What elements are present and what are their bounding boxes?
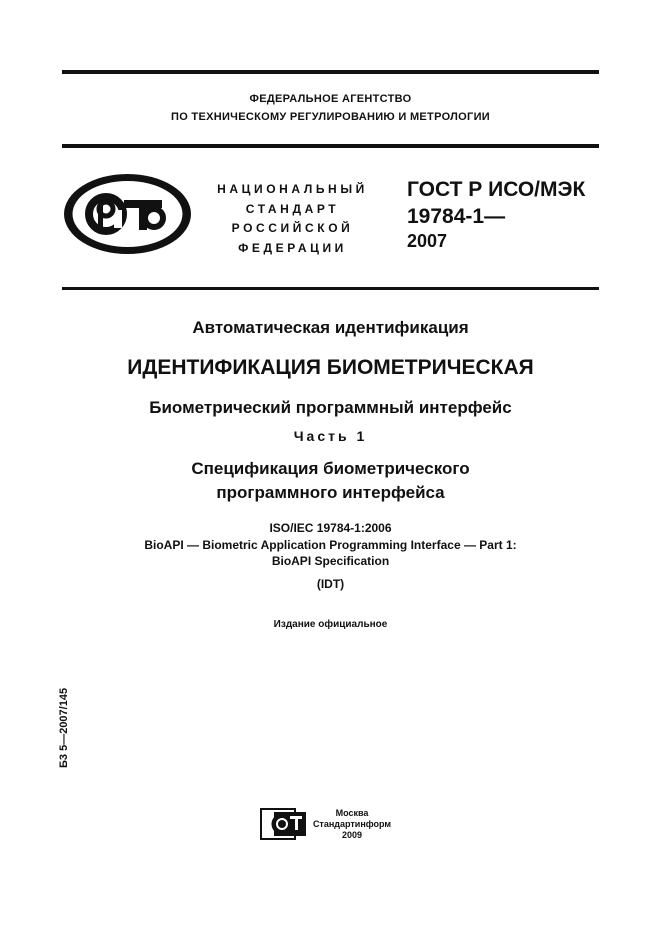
iso-title-line-1: BioAPI — Biometric Application Programming Interface — Part 1: xyxy=(144,538,517,552)
top-rule xyxy=(62,70,599,74)
side-code: Б3 5—2007/145 xyxy=(58,687,70,768)
publisher-year: 2009 xyxy=(341,830,363,840)
national-line-1: НАЦИОНАЛЬНЫЙ xyxy=(217,182,368,196)
iso-title-line-2: BioAPI Specification xyxy=(271,554,390,568)
subtitle-line-1: Спецификация биометрического xyxy=(191,459,470,478)
title-line-1: Автоматическая идентификация xyxy=(192,318,469,337)
rst-logo xyxy=(62,172,193,256)
national-line-4: ФЕДЕРАЦИИ xyxy=(238,240,347,255)
designation-year: 2007 xyxy=(407,231,448,251)
title-rule xyxy=(62,287,599,290)
standartinform-logo xyxy=(260,808,310,840)
edition-label: Издание официальное xyxy=(273,619,388,630)
designation-line-2: 19784-1— xyxy=(407,205,506,228)
agency-line-1: ФЕДЕРАЛЬНОЕ АГЕНТСТВО xyxy=(249,93,412,105)
designation-line-1: ГОСТ Р ИСО/МЭК xyxy=(407,178,586,201)
national-standard-label xyxy=(200,180,385,258)
standard-designation xyxy=(407,176,585,230)
part-label: Часть 1 xyxy=(293,428,368,444)
national-line-2: СТАНДАРТ xyxy=(245,201,340,216)
title-line-2: ИДЕНТИФИКАЦИЯ БИОМЕТРИЧЕСКАЯ xyxy=(127,356,534,379)
equivalence-label: (IDT) xyxy=(316,577,345,591)
title-line-3: Биометрический программный интерфейс xyxy=(149,398,512,417)
publisher-city: Москва xyxy=(335,808,369,818)
header-rule xyxy=(62,144,599,148)
publisher-name: Стандартинформ xyxy=(312,819,392,829)
national-line-3: РОССИЙСКОЙ xyxy=(231,221,354,235)
agency-line-2: ПО ТЕХНИЧЕСКОМУ РЕГУЛИРОВАНИЮ И МЕТРОЛОГИИ xyxy=(171,111,490,123)
subtitle-line-2: программного интерфейса xyxy=(216,483,445,502)
iso-reference: ISO/IEC 19784-1:2006 xyxy=(269,521,392,535)
